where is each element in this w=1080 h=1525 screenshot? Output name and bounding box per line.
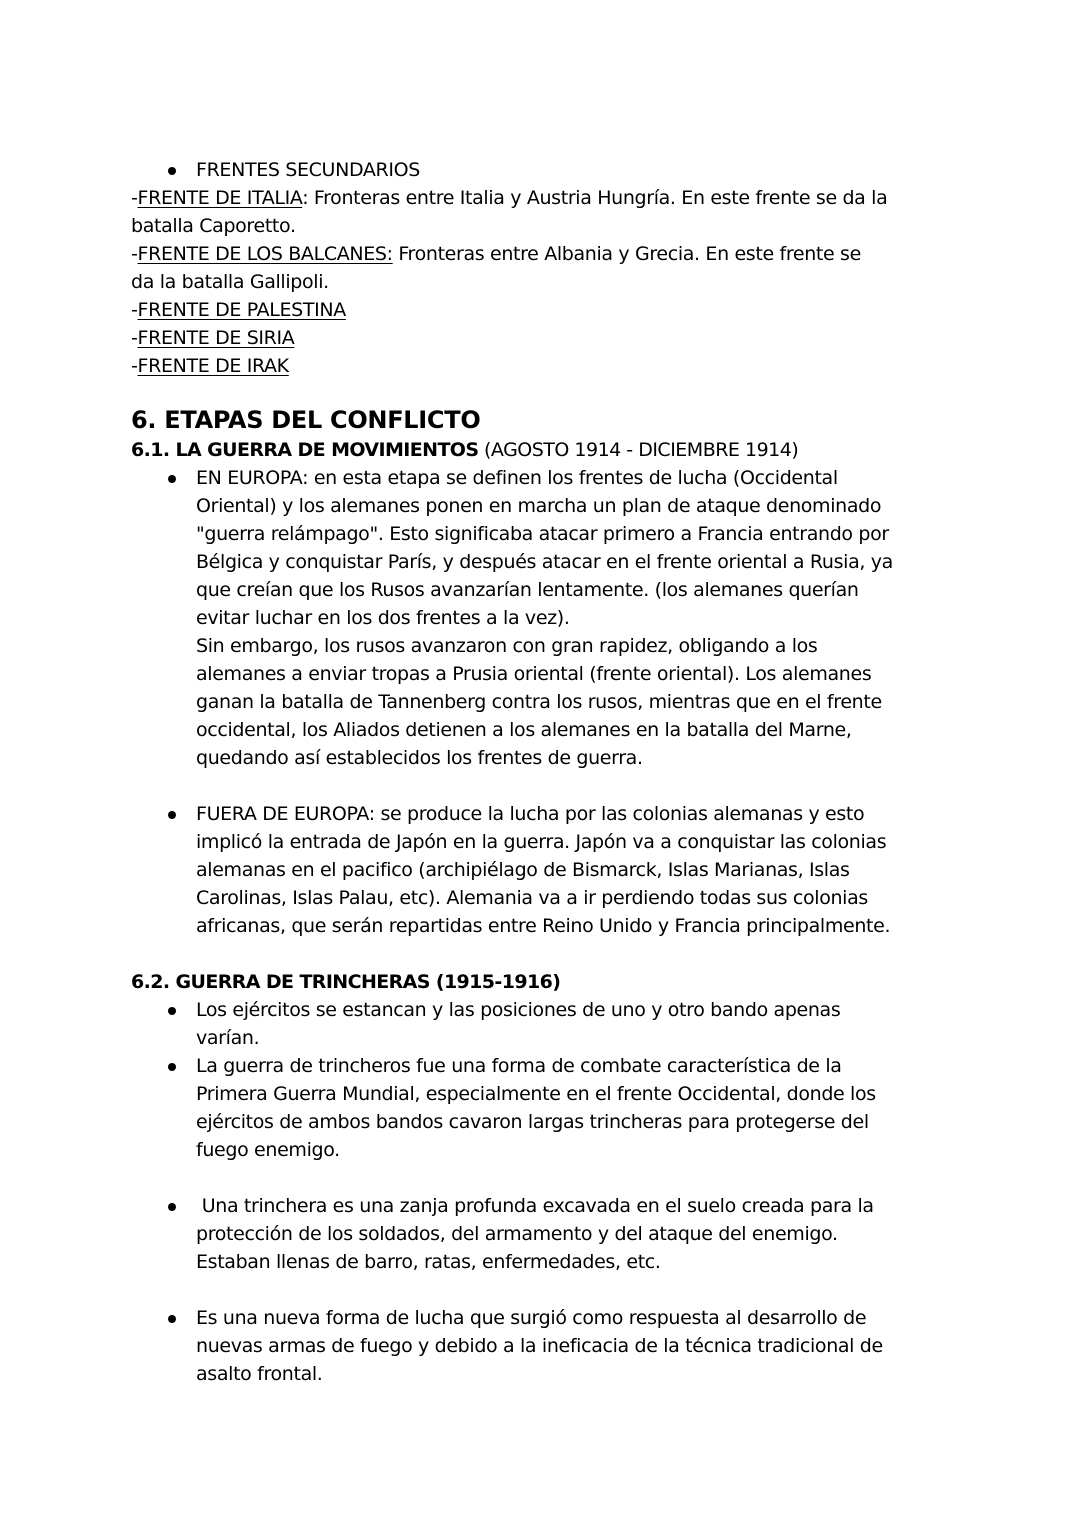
front-name: FRENTE DE ITALIA [137, 187, 303, 209]
paragraph-line: Oriental) y los alemanes ponen en marcha un plan de ataque denominado [196, 495, 882, 517]
bullet-dot-icon [168, 1203, 176, 1211]
paragraph-line: "guerra relámpago". Esto significaba atacar primero a Francia entrando por [196, 523, 889, 545]
paragraph-line: implicó la entrada de Japón en la guerra. Japón va a conquistar las colonias [196, 831, 887, 853]
paragraph-line: ejércitos de ambos bandos cavaron largas trincheras para protegerse del [196, 1111, 869, 1133]
front-desc-cont: da la batalla Gallipoli. [131, 271, 329, 293]
front-italia [131, 184, 951, 240]
paragraph-line: quedando así establecidos los frentes de guerra. [196, 747, 643, 769]
front-desc: Fronteras entre Albania y Grecia. En este frente se [392, 243, 861, 265]
paragraph-line: nuevas armas de fuego y debido a la ineficacia de la técnica tradicional de [196, 1335, 883, 1357]
bullet-dot-icon [168, 811, 176, 819]
bullet-trinchera-definicion [131, 1192, 951, 1276]
bullet-secondary-fronts [131, 156, 951, 184]
paragraph-line: La guerra de trincheros fue una forma de combate característica de la [196, 1055, 842, 1077]
paragraph-line: Estaban llenas de barro, ratas, enfermedades, etc. [196, 1251, 661, 1273]
subsection-6-1-heading [131, 436, 951, 464]
front-siria [131, 324, 951, 352]
paragraph-line: protección de los soldados, del armamento y del ataque del enemigo. [196, 1223, 838, 1245]
subsection-6-2-heading: 6.2. GUERRA DE TRINCHERAS (1915-1916) [131, 971, 561, 993]
paragraph-line: Una trinchera es una zanja profunda excavada en el suelo creada para la [196, 1195, 874, 1217]
paragraph-line: Los ejércitos se estancan y las posiciones de uno y otro bando apenas [196, 999, 841, 1021]
front-prefix: - [131, 187, 138, 209]
spacer [131, 940, 951, 968]
bullet-nueva-forma [131, 1304, 951, 1388]
paragraph-line: fuego enemigo. [196, 1139, 340, 1161]
bullet-dot-icon [168, 1063, 176, 1071]
paragraph-line: ganan la batalla de Tannenberg contra los rusos, mientras que en el frente [196, 691, 882, 713]
front-desc-cont: batalla Caporetto. [131, 215, 296, 237]
subsection-6-1-dates: (AGOSTO 1914 - DICIEMBRE 1914) [478, 439, 799, 461]
paragraph-line: occidental, los Aliados detienen a los alemanes en la batalla del Marne, [196, 719, 852, 741]
front-prefix: - [131, 327, 138, 349]
paragraph-line: EN EUROPA: en esta etapa se definen los frentes de lucha (Occidental [196, 467, 838, 489]
paragraph-line: evitar luchar en los dos frentes a la vez). [196, 607, 570, 629]
spacer [131, 1164, 951, 1192]
paragraph-line: alemanas en el pacifico (archipiélago de Bismarck, Islas Marianas, Islas [196, 859, 850, 881]
front-name: FRENTE DE SIRIA [137, 327, 295, 349]
bullet-en-europa [131, 464, 951, 772]
front-palestina [131, 296, 951, 324]
paragraph-line: Carolinas, Islas Palau, etc). Alemania va a ir perdiendo todas sus colonias [196, 887, 868, 909]
paragraph-line: Bélgica y conquistar París, y después atacar en el frente oriental a Rusia, ya [196, 551, 893, 573]
bullet-fuera-de-europa [131, 800, 951, 940]
secondary-fronts-title: FRENTES SECUNDARIOS [196, 159, 420, 181]
bullet-guerra-trincheros [131, 1052, 951, 1164]
front-prefix: - [131, 243, 138, 265]
paragraph-line: Primera Guerra Mundial, especialmente en el frente Occidental, donde los [196, 1083, 876, 1105]
spacer [131, 772, 951, 800]
bullet-dot-icon [168, 167, 176, 175]
bullet-dot-icon [168, 1007, 176, 1015]
bullet-ejercitos [131, 996, 951, 1052]
front-irak [131, 352, 951, 380]
paragraph-line: alemanes a enviar tropas a Prusia oriental (frente oriental). Los alemanes [196, 663, 872, 685]
front-prefix: - [131, 355, 138, 377]
paragraph-line: FUERA DE EUROPA: se produce la lucha por las colonias alemanas y esto [196, 803, 865, 825]
front-prefix: - [131, 299, 138, 321]
front-name: FRENTE DE PALESTINA [137, 299, 346, 321]
paragraph-line: Es una nueva forma de lucha que surgió como respuesta al desarrollo de [196, 1307, 867, 1329]
front-name: FRENTE DE IRAK [137, 355, 289, 377]
section-6-heading: 6. ETAPAS DEL CONFLICTO [131, 406, 481, 434]
bullet-dot-icon [168, 1315, 176, 1323]
document-content [131, 156, 951, 1388]
front-balcanes [131, 240, 951, 296]
front-desc: : Fronteras entre Italia y Austria Hungría. En este frente se da la [302, 187, 888, 209]
front-name: FRENTE DE LOS BALCANES: [137, 243, 393, 265]
paragraph-line: que creían que los Rusos avanzarían lentamente. (los alemanes querían [196, 579, 859, 601]
bullet-dot-icon [168, 475, 176, 483]
paragraph-line: Sin embargo, los rusos avanzaron con gran rapidez, obligando a los [196, 635, 818, 657]
paragraph-line: africanas, que serán repartidas entre Reino Unido y Francia principalmente. [196, 915, 891, 937]
paragraph-line: varían. [196, 1027, 260, 1049]
subsection-6-1-title: 6.1. LA GUERRA DE MOVIMIENTOS [131, 439, 479, 461]
paragraph-line: asalto frontal. [196, 1363, 323, 1385]
spacer [131, 1276, 951, 1304]
